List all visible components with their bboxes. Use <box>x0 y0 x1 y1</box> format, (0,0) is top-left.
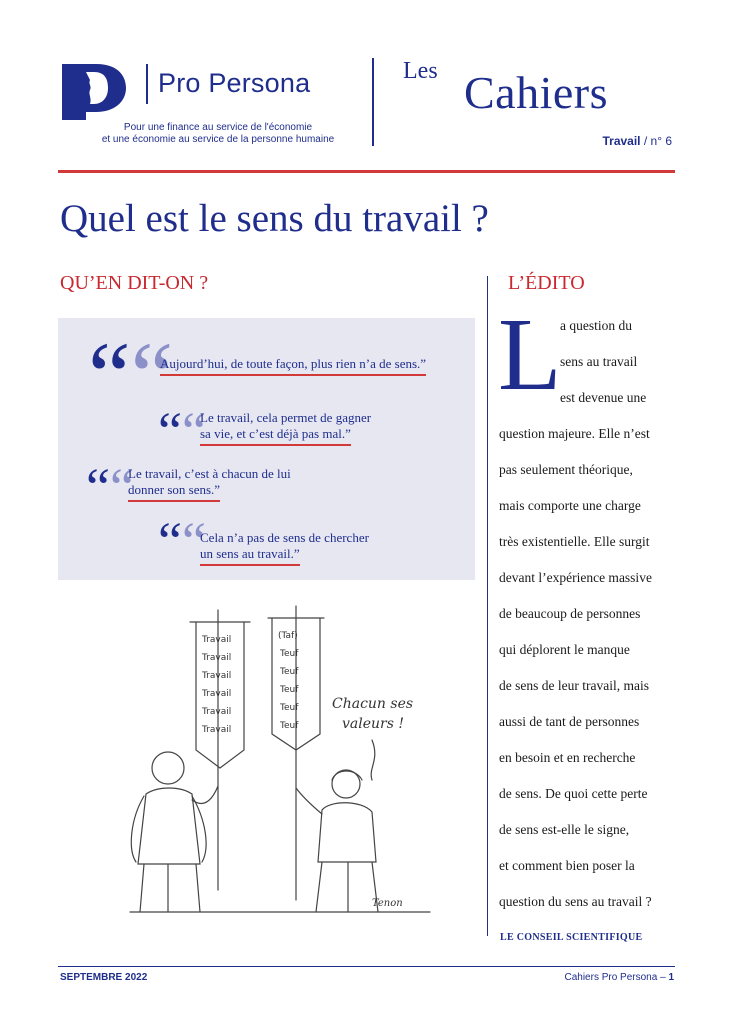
quote-mark-icon: ““ <box>88 322 174 429</box>
banner-right-word: Teuf <box>280 721 299 731</box>
banner-left-word: Travail <box>202 653 232 663</box>
edito-line: a question du <box>560 318 632 333</box>
quote-mark-icon: ““ <box>158 401 206 461</box>
quote-mark-icon: ““ <box>86 457 134 517</box>
tagline-line: Pour une finance au service de l'économie <box>123 122 313 133</box>
page-title: Quel est le sens du travail ? <box>60 197 489 240</box>
tagline-line: et une économie au service de la personne humaine <box>101 134 335 145</box>
cartoon-illustration <box>110 600 460 920</box>
quote-line: Cela n’a pas de sens de chercher <box>200 530 369 545</box>
quote-line: Le travail, cela permet de gagner <box>200 410 372 425</box>
footer-date: SEPTEMBRE 2022 <box>60 972 148 983</box>
edito-line: pas seulement théorique, <box>499 462 633 477</box>
edito-dropcap: L <box>498 297 562 412</box>
edito-line: de sens est-elle le signe, <box>499 822 630 837</box>
publication-cahiers: Cahiers <box>464 67 609 118</box>
edito-line: sens au travail <box>560 354 638 369</box>
quote-line: Aujourd’hui, de toute façon, plus rien n’a de sens.” <box>160 356 426 376</box>
edito-line: de sens de leur travail, mais <box>499 678 649 693</box>
edito-line: de beaucoup de personnes <box>499 606 641 621</box>
banner-left-word: Travail <box>202 689 232 699</box>
quote-line: sa vie, et c’est déjà pas mal.” <box>200 426 351 446</box>
quote-4 <box>200 530 369 566</box>
speech-line: valeurs ! <box>342 716 404 732</box>
edito-line: question majeure. Elle n’est <box>499 426 650 441</box>
column-divider <box>487 276 488 936</box>
header-rule <box>58 170 675 173</box>
issue-label <box>602 134 672 148</box>
banner-left-word: Travail <box>202 707 232 717</box>
edito-line: qui déplorent le manque <box>499 642 630 657</box>
banner-right-word: Teuf <box>280 703 299 713</box>
edito-line: et comment bien poser la <box>499 858 635 873</box>
edito-signature: LE CONSEIL SCIENTIFIQUE <box>500 932 643 943</box>
edito-line: de sens. De quoi cette perte <box>499 786 648 801</box>
quote-3 <box>128 466 291 502</box>
edito-line: très existentielle. Elle surgit <box>499 534 650 549</box>
quote-line: un sens au travail.” <box>200 546 300 566</box>
banner-left-word: Travail <box>202 635 232 645</box>
brand-name: Pro Persona <box>158 68 311 98</box>
header-divider <box>372 58 374 146</box>
publication-les: Les <box>403 58 438 84</box>
footer-rule <box>58 966 675 967</box>
page-number: 1 <box>668 972 674 983</box>
quote-1 <box>160 356 426 376</box>
brand-divider <box>146 64 148 104</box>
quote-line: donner son sens.” <box>128 482 220 502</box>
edito-line: est devenue une <box>560 390 647 405</box>
edito-line: mais comporte une charge <box>499 498 641 513</box>
edito-line: en besoin et en recherche <box>499 750 636 765</box>
edito-line: question du sens au travail ? <box>499 894 652 909</box>
pro-persona-logo <box>60 62 130 122</box>
banner-right-word: (Taf) <box>278 631 298 641</box>
footer-publication-name: Cahiers Pro Persona – <box>564 972 669 983</box>
quote-mark-icon: ““ <box>158 511 206 571</box>
footer-publication <box>564 972 674 983</box>
banner-right-word: Teuf <box>280 667 299 677</box>
banner-right-word: Teuf <box>280 649 299 659</box>
cartoonist-signature: Tenon <box>372 898 403 909</box>
section-heading-edito: L’ÉDITO <box>508 272 585 294</box>
section-heading-quotes: QU’EN DIT-ON ? <box>60 272 209 294</box>
edito-line: devant l’expérience massive <box>499 570 652 585</box>
issue-number: / n° 6 <box>640 134 672 148</box>
quote-2 <box>200 410 371 446</box>
edito-line: aussi de tant de personnes <box>499 714 640 729</box>
quote-line: Le travail, c’est à chacun de lui <box>128 466 291 481</box>
issue-topic: Travail <box>602 134 641 148</box>
banner-left-word: Travail <box>202 671 232 681</box>
banner-right-word: Teuf <box>280 685 299 695</box>
speech-line: Chacun ses <box>332 696 414 712</box>
banner-left-word: Travail <box>202 725 232 735</box>
brand-tagline <box>78 122 358 146</box>
